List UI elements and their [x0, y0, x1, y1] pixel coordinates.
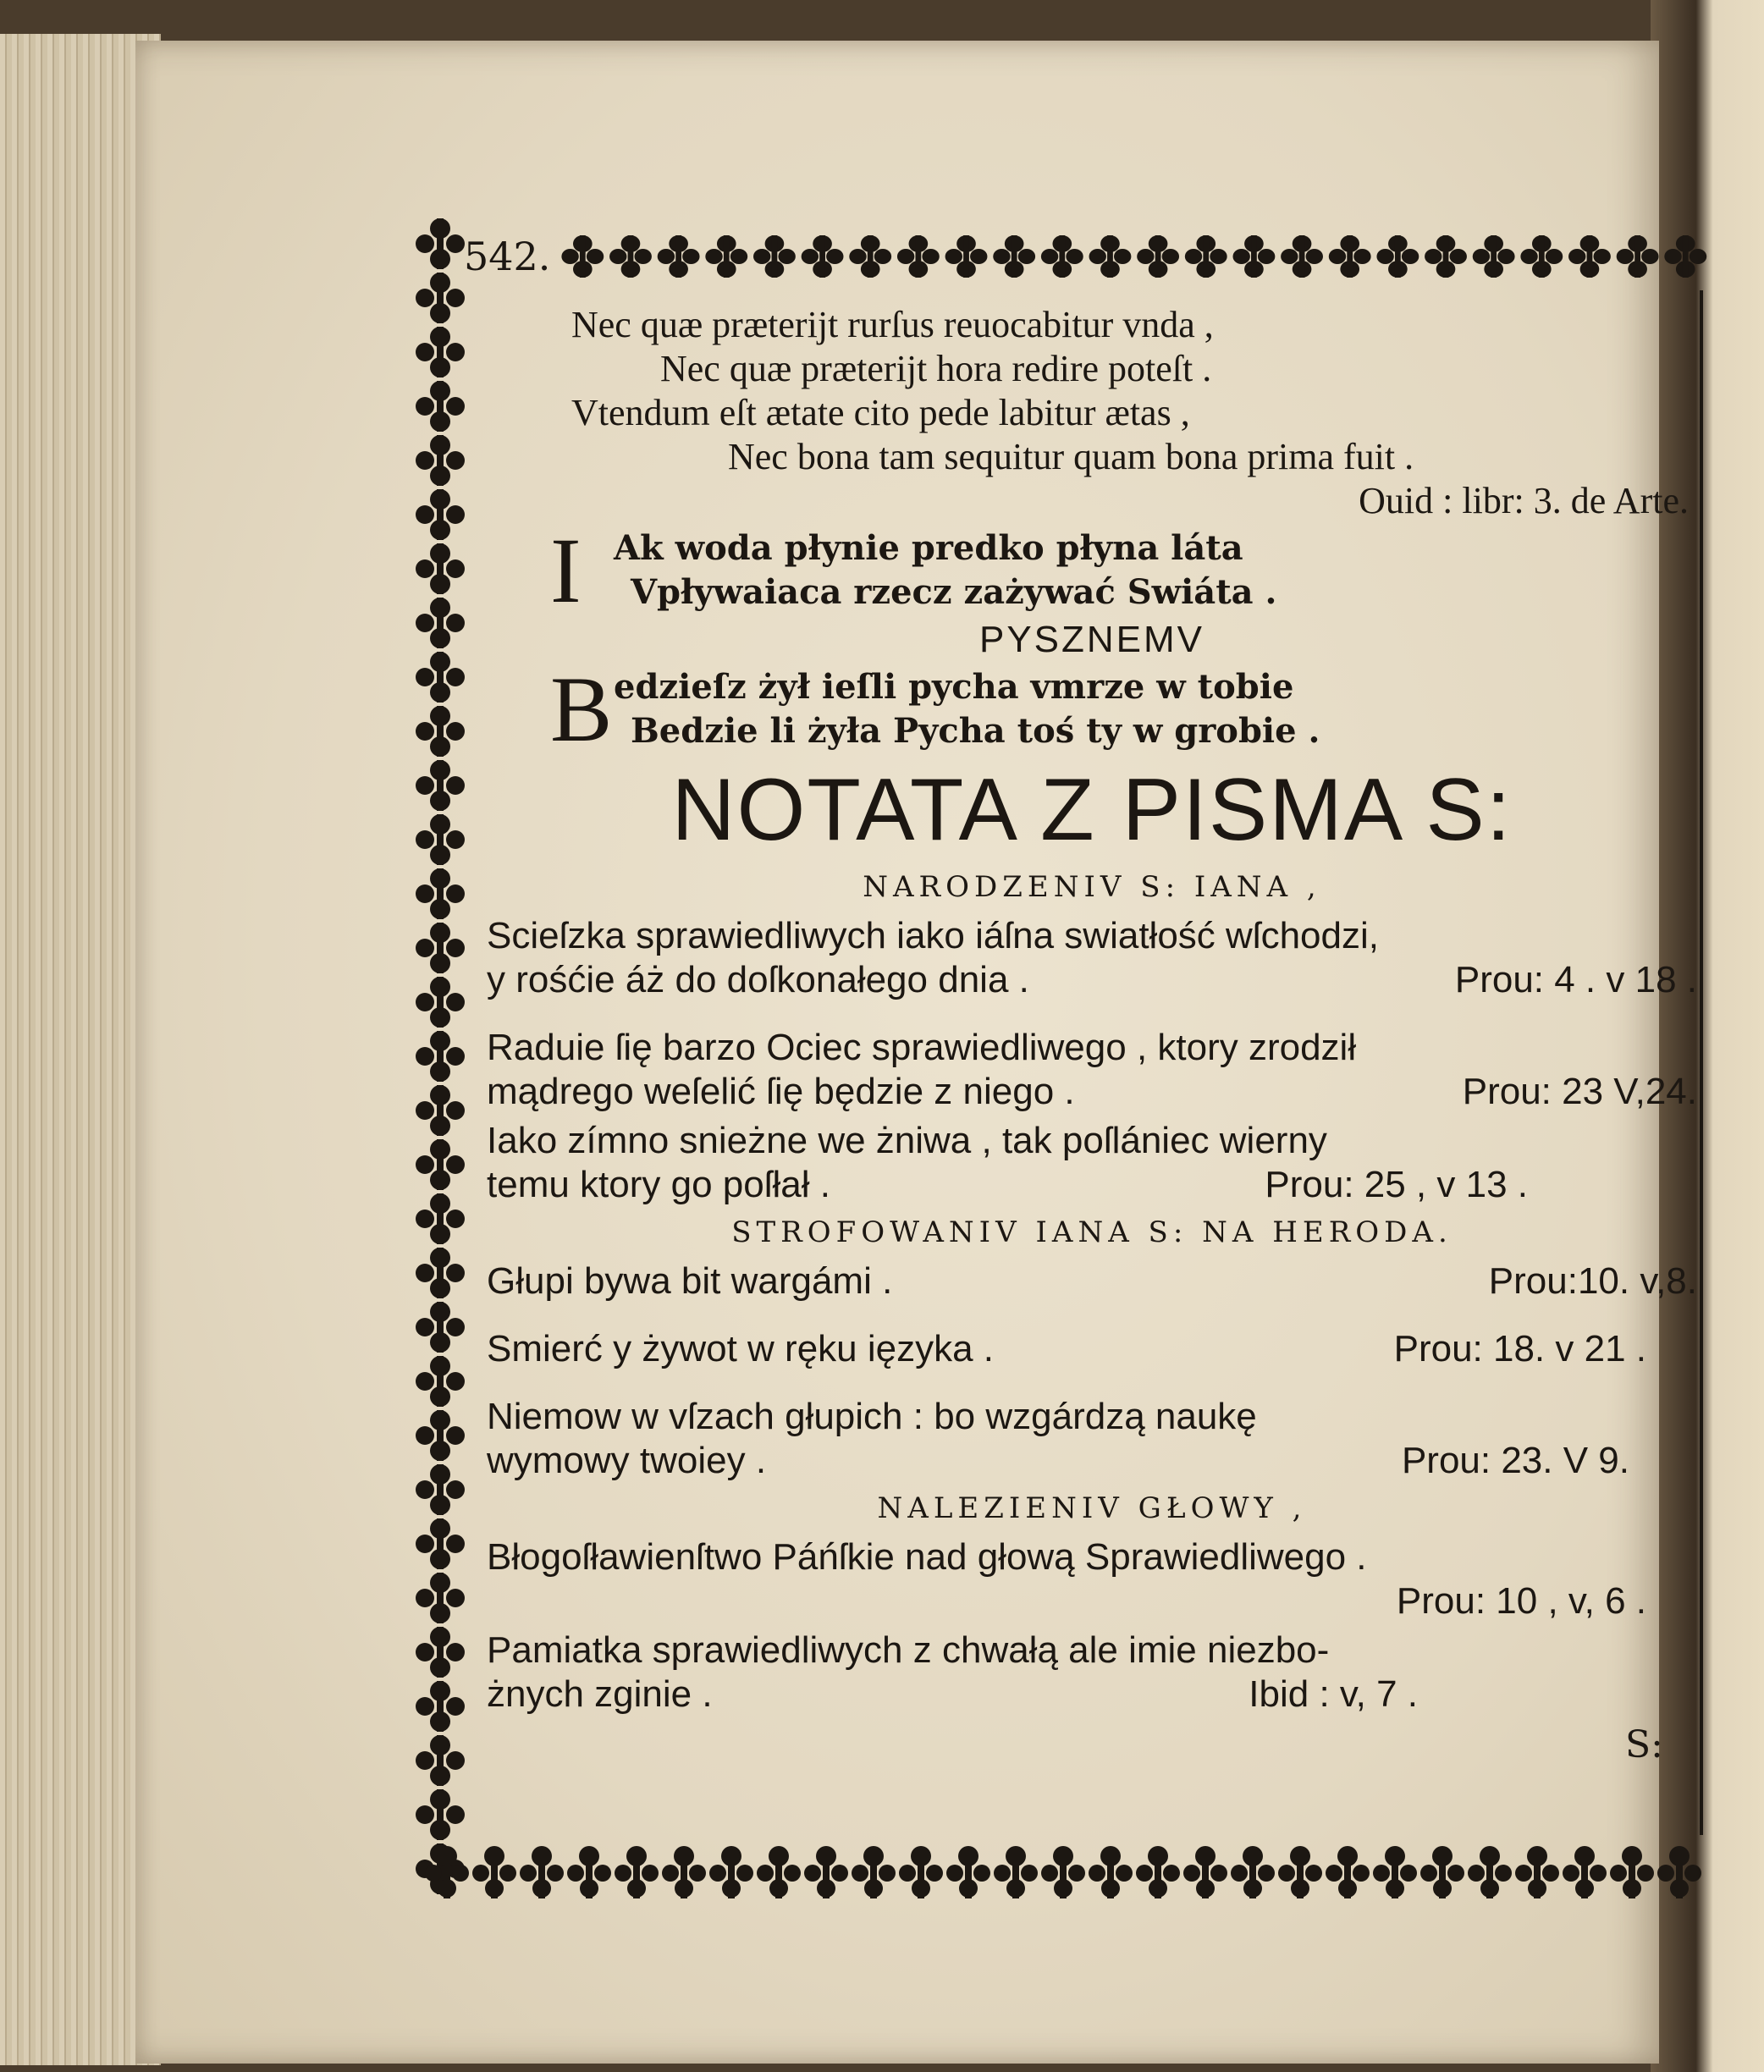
entry-2-ref: Prou: 23 V,24.: [1462, 1071, 1697, 1112]
entry-2-tail: [487, 1070, 1697, 1114]
entry-7-line-1: Błogoſławienſtwo Páńſkie nad głową Sprawiedliwego .: [487, 1536, 1367, 1578]
entry-3-line-2: temu ktory go poſłał .: [487, 1164, 830, 1205]
entry-5-ref: Prou: 18. v 21 .: [1393, 1328, 1646, 1369]
entry-3-tail: [487, 1163, 1697, 1207]
entry-1: [487, 914, 1697, 1002]
stanza-1-line-1: Ak woda płynie predko płyna láta: [614, 528, 1243, 568]
stanza-1-line-2: Vpływaiaca rzecz zażywać Swiáta .: [631, 572, 1277, 612]
entry-8-tail: [487, 1672, 1697, 1717]
entry-6: [487, 1395, 1697, 1483]
entry-4-row: [487, 1259, 1697, 1303]
entry-8: [487, 1628, 1697, 1717]
entry-6-tail: [487, 1439, 1697, 1483]
entry-3-line-1: Iako zímno snieżne we żniwa , tak poſlániec wierny: [487, 1120, 1327, 1161]
latin-line-1: Nec quæ præterijt rurſus reuocabitur vnda ,: [571, 304, 1214, 345]
ornamental-frame: [406, 218, 1710, 1907]
pyszne-heading: PYSZNEMV: [978, 619, 1205, 660]
subheading-naleznieniu: NALEZIENIV GŁOWY ,: [877, 1491, 1307, 1525]
catchword: S:: [1625, 1723, 1663, 1766]
entry-1-line-2: y rośćie áż do doſkonałego dnia .: [487, 959, 1029, 1000]
top-ornament-border: [406, 218, 1710, 295]
entry-5: [487, 1327, 1697, 1371]
stanza-2-line-1: edzieſz żył ieſli pycha vmrze w tobie: [614, 667, 1294, 707]
entry-1-tail: [487, 958, 1697, 1002]
entry-3-ref: Prou: 25 , v 13 .: [1265, 1164, 1528, 1205]
latin-citation: Ouid : libr: 3. de Arte.: [1359, 480, 1689, 521]
dropcap-b: B: [550, 658, 613, 761]
latin-line-4: Nec bona tam sequitur quam bona prima fuit .: [728, 436, 1414, 477]
entry-6-line-2: wymowy twoiey .: [487, 1440, 767, 1481]
entry-8-line-2: żnych zginie .: [487, 1673, 713, 1715]
entry-8-line-1: Pamiatka sprawiedliwych z chwałą ale imie niezbo-: [487, 1629, 1330, 1671]
entry-5-row: [487, 1327, 1697, 1371]
entry-2: [487, 1026, 1697, 1114]
fleuron-row-top-icon: [559, 227, 1710, 286]
entry-7: [487, 1535, 1697, 1623]
entry-4-text: Głupi bywa bit wargámi .: [487, 1260, 893, 1302]
entry-2-line-1: Raduie ſię barzo Ociec sprawiedliwego , ktory zrodził: [487, 1027, 1357, 1068]
fleuron-column-left-icon: [406, 218, 474, 1907]
stanza-2-line-2: Bedzie li żyła Pycha toś ty w grobie .: [631, 711, 1320, 751]
subheading-strofowaniu: STROFOWANIV IANA S: NA HERODA.: [731, 1215, 1453, 1249]
entry-6-line-1: Niemow w vſzach głupich : bo wzgárdzą naukę: [487, 1396, 1257, 1437]
page-text: [487, 303, 1697, 1767]
latin-line-3: Vtendum eſt ætate cito pede labitur ætas ,: [571, 392, 1190, 433]
entry-2-line-2: mądrego weſelić ſię będzie z niego .: [487, 1071, 1075, 1112]
stanza-1: [487, 519, 1697, 622]
entry-1-line-1: Scieſzka sprawiedliwych iako iáſna swiatłość wſchodzi,: [487, 915, 1379, 956]
subheading-narodzeniu: NARODZENIV S: IANA ,: [863, 870, 1321, 904]
entry-7-ref: Prou: 10 , v, 6 .: [1396, 1580, 1646, 1622]
entry-6-ref: Prou: 23. V 9.: [1401, 1440, 1629, 1481]
page-number: 542.: [464, 234, 551, 279]
book-page: [135, 41, 1697, 2064]
entry-8-ref: Ibid : v, 7 .: [1249, 1673, 1418, 1715]
right-frame-rule: [1700, 290, 1703, 1835]
entry-3: [487, 1119, 1697, 1207]
entry-1-ref: Prou: 4 . v 18 .: [1454, 959, 1697, 1000]
fleuron-row-bottom-icon: [406, 1831, 1710, 1907]
stanza-2: [487, 658, 1697, 761]
main-heading: NOTATA Z PISMA S:: [671, 761, 1513, 859]
entry-5-text: Smierć y żywot w ręku ięzyka .: [487, 1328, 995, 1369]
entry-4-ref: Prou:10. v,8.: [1488, 1260, 1697, 1302]
entry-4: [487, 1259, 1697, 1303]
dropcap-i: I: [550, 519, 582, 622]
latin-line-2: Nec quæ præterijt hora redire poteſt .: [660, 348, 1212, 389]
